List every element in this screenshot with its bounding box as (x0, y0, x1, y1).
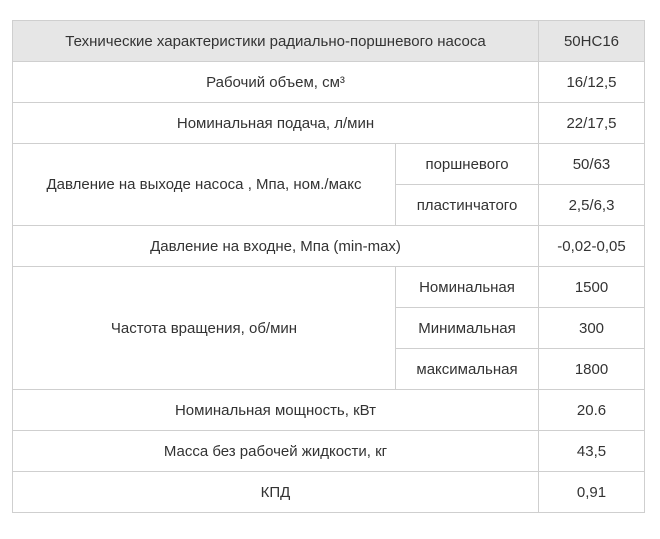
table-row (13, 431, 645, 472)
table-row (13, 472, 645, 513)
nominal-power-value: 20.6 (539, 390, 645, 431)
rotation-speed-nominal-label: Номинальная (396, 267, 539, 308)
outlet-pressure-piston-value: 50/63 (539, 144, 645, 185)
model-name: 50НС16 (539, 21, 645, 62)
table-row (13, 267, 645, 308)
mass-label: Масса без рабочей жидкости, кг (13, 431, 539, 472)
table-row (13, 226, 645, 267)
rotation-speed-label: Частота вращения, об/мин (13, 267, 396, 390)
mass-value: 43,5 (539, 431, 645, 472)
rotation-speed-maximum-label: максимальная (396, 349, 539, 390)
working-volume-label: Рабочий объем, см³ (13, 62, 539, 103)
outlet-pressure-piston-label: поршневого (396, 144, 539, 185)
table-row (13, 144, 645, 185)
working-volume-value: 16/12,5 (539, 62, 645, 103)
inlet-pressure-label: Давление на входне, Мпа (min-max) (13, 226, 539, 267)
table-title: Технические характеристики радиально-поршневого насоса (13, 21, 539, 62)
nominal-flow-value: 22/17,5 (539, 103, 645, 144)
efficiency-value: 0,91 (539, 472, 645, 513)
rotation-speed-minimum-value: 300 (539, 308, 645, 349)
efficiency-label: КПД (13, 472, 539, 513)
table-row (13, 390, 645, 431)
rotation-speed-nominal-value: 1500 (539, 267, 645, 308)
rotation-speed-maximum-value: 1800 (539, 349, 645, 390)
outlet-pressure-label: Давление на выходе насоса , Мпа, ном./макс (13, 144, 396, 226)
table-row (13, 103, 645, 144)
nominal-power-label: Номинальная мощность, кВт (13, 390, 539, 431)
outlet-pressure-vane-label: пластинчатого (396, 185, 539, 226)
rotation-speed-minimum-label: Минимальная (396, 308, 539, 349)
nominal-flow-label: Номинальная подача, л/мин (13, 103, 539, 144)
outlet-pressure-vane-value: 2,5/6,3 (539, 185, 645, 226)
inlet-pressure-value: -0,02-0,05 (539, 226, 645, 267)
table-row (13, 62, 645, 103)
table-header-row (13, 21, 645, 62)
pump-specs-table (12, 20, 645, 513)
